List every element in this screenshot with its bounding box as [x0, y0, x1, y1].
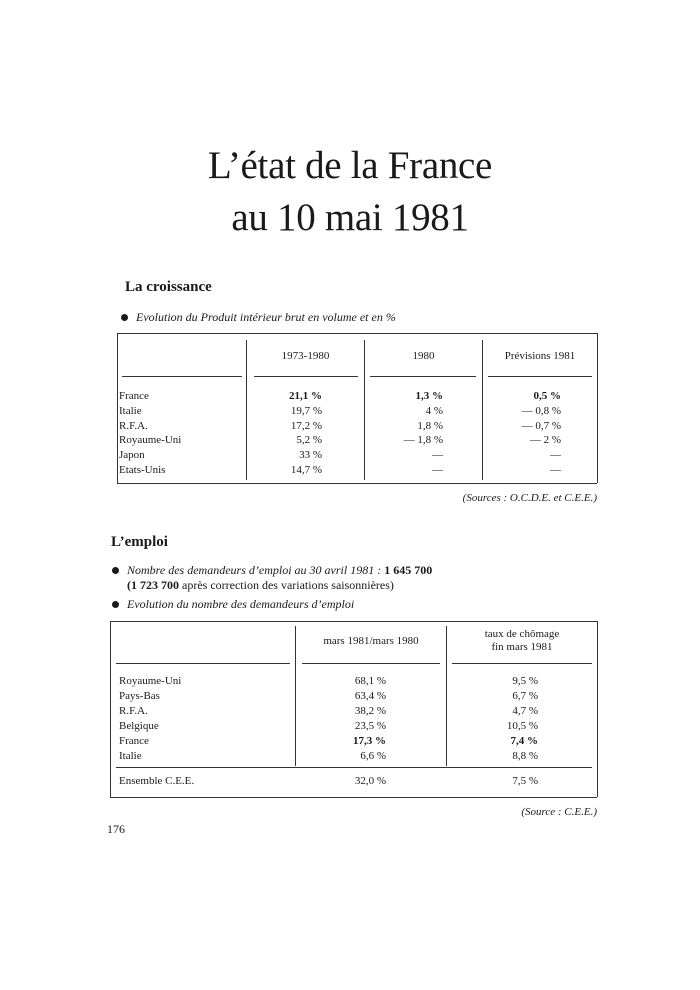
page-title-line-1: L’état de la France — [207, 144, 493, 187]
table1-country: R.F.A. — [119, 419, 148, 432]
table1-left-border — [117, 333, 118, 483]
table2-cell-chomage: 10,5 % — [506, 719, 538, 732]
table2-country: France — [119, 734, 149, 747]
table2-cell-chomage: 6,7 % — [512, 689, 538, 702]
table2-cell-chomage: 4,7 % — [512, 704, 538, 717]
table1-cell-1973-1980: 19,7 % — [290, 404, 322, 417]
section-heading-croissance: La croissance — [125, 279, 212, 295]
table2-country: R.F.A. — [119, 704, 148, 717]
table1-country: Japon — [119, 449, 145, 462]
table1-right-border — [597, 333, 598, 483]
table2-header-col2-line1: taux de chômage — [484, 628, 560, 640]
table2-header-rule-c — [452, 663, 592, 664]
emploi-bullet-2 — [112, 596, 354, 612]
croissance-bullet — [121, 309, 396, 325]
table1-header-col2: 1980 — [412, 350, 435, 362]
table2-cell-evolution: 63,4 % — [354, 689, 386, 702]
table1-cell-1980: 1,3 % — [415, 390, 443, 402]
croissance-bullet-text: Evolution du Produit intérieur brut en volume et en % — [136, 310, 396, 324]
table1-header-col1: 1973-1980 — [281, 350, 330, 362]
table1-cell-prevision-1981: — — [550, 449, 561, 462]
table1-country: France — [119, 390, 149, 402]
table2-country: Pays-Bas — [119, 689, 160, 702]
table2-header-col2-line2: fin mars 1981 — [491, 641, 553, 653]
table2-total-rule — [116, 767, 592, 768]
table1-header-col3: Prévisions 1981 — [504, 350, 576, 362]
table1-country: Italie — [119, 404, 142, 417]
table1-cell-1980: — — [432, 464, 443, 476]
table2-country: Royaume-Uni — [119, 675, 182, 687]
table2-cell-chomage: 8,8 % — [512, 749, 538, 762]
table2-left-border — [110, 621, 111, 797]
table2-total-col1: 32,0 % — [354, 775, 386, 787]
table1-header-rule-b — [254, 376, 358, 377]
emploi-bullet-1-line2 — [127, 577, 394, 593]
table1-cell-prevision-1981: — 0,8 % — [521, 404, 561, 417]
table2-header-rule-a — [116, 663, 290, 664]
section-heading-emploi: L’emploi — [111, 534, 168, 550]
table2-total-label: Ensemble C.E.E. — [119, 775, 195, 787]
table1-cell-1973-1980: 33 % — [299, 449, 322, 462]
bullet-icon — [121, 314, 128, 321]
table1-cell-1980: — — [432, 449, 443, 462]
emploi-bullet-1-text: Nombre des demandeurs d’emploi au 30 avril 1981 : — [127, 563, 382, 577]
table1-cell-1980: 1,8 % — [417, 419, 443, 432]
table2-cell-evolution: 23,5 % — [354, 719, 386, 732]
table1-bottom-rule — [117, 483, 597, 484]
table1-cell-1973-1980: 17,2 % — [290, 419, 322, 432]
table1-cell-prevision-1981: — — [550, 464, 561, 476]
table1-top-rule — [117, 333, 597, 334]
table2-cell-chomage: 9,5 % — [512, 675, 538, 687]
table2-country: Italie — [119, 749, 142, 762]
croissance-source: (Sources : O.C.D.E. et C.E.E.) — [462, 492, 597, 504]
table1-country: Etats-Unis — [119, 464, 166, 476]
table2-cell-evolution: 17,3 % — [353, 734, 386, 747]
table1-header-rule-c — [370, 376, 476, 377]
table2-header-rule-b — [302, 663, 440, 664]
table1-cell-1980: — 1,8 % — [403, 434, 443, 447]
table1-cell-1973-1980: 21,1 % — [289, 390, 322, 402]
table1-header-rule-a — [122, 376, 242, 377]
table1-header-rule-d — [488, 376, 592, 377]
table1-cell-1980: 4 % — [425, 404, 443, 417]
emploi-bullet-2-text: Evolution du nombre des demandeurs d’emploi — [127, 597, 355, 611]
table2-top-rule — [110, 621, 597, 622]
emploi-bullet-1-line2-value: (1 723 700 — [127, 578, 179, 592]
table1-cell-prevision-1981: — 0,7 % — [521, 419, 561, 432]
bullet-icon — [112, 567, 119, 574]
emploi-bullet-1-value: 1 645 700 — [384, 563, 433, 577]
table2-country: Belgique — [119, 719, 159, 732]
table2-cell-chomage: 7,4 % — [510, 734, 538, 747]
table1-cell-prevision-1981: 0,5 % — [533, 390, 561, 402]
table1-cell-1973-1980: 14,7 % — [290, 464, 322, 476]
emploi-source: (Source : C.E.E.) — [521, 806, 597, 818]
emploi-bullet-1-line2-text: après correction des variations saisonnières) — [182, 578, 394, 592]
table2-cell-evolution: 38,2 % — [354, 704, 386, 717]
table2-cell-evolution: 68,1 % — [354, 675, 386, 687]
page-title-line-2: au 10 mai 1981 — [231, 196, 469, 239]
table2-header-col2 — [447, 628, 597, 654]
table2-total-col2: 7,5 % — [512, 775, 538, 787]
page-number: 176 — [107, 822, 125, 836]
table1-country: Royaume-Uni — [119, 434, 182, 447]
table2-right-border — [597, 621, 598, 797]
bullet-icon — [112, 601, 119, 608]
table2-bottom-rule — [110, 797, 597, 798]
table1-cell-1973-1980: 5,2 % — [296, 434, 322, 447]
emploi-bullet-1 — [112, 562, 432, 578]
table2-cell-evolution: 6,6 % — [360, 749, 386, 762]
table2-header-col1: mars 1981/mars 1980 — [323, 635, 419, 647]
table1-cell-prevision-1981: — 2 % — [529, 434, 561, 447]
